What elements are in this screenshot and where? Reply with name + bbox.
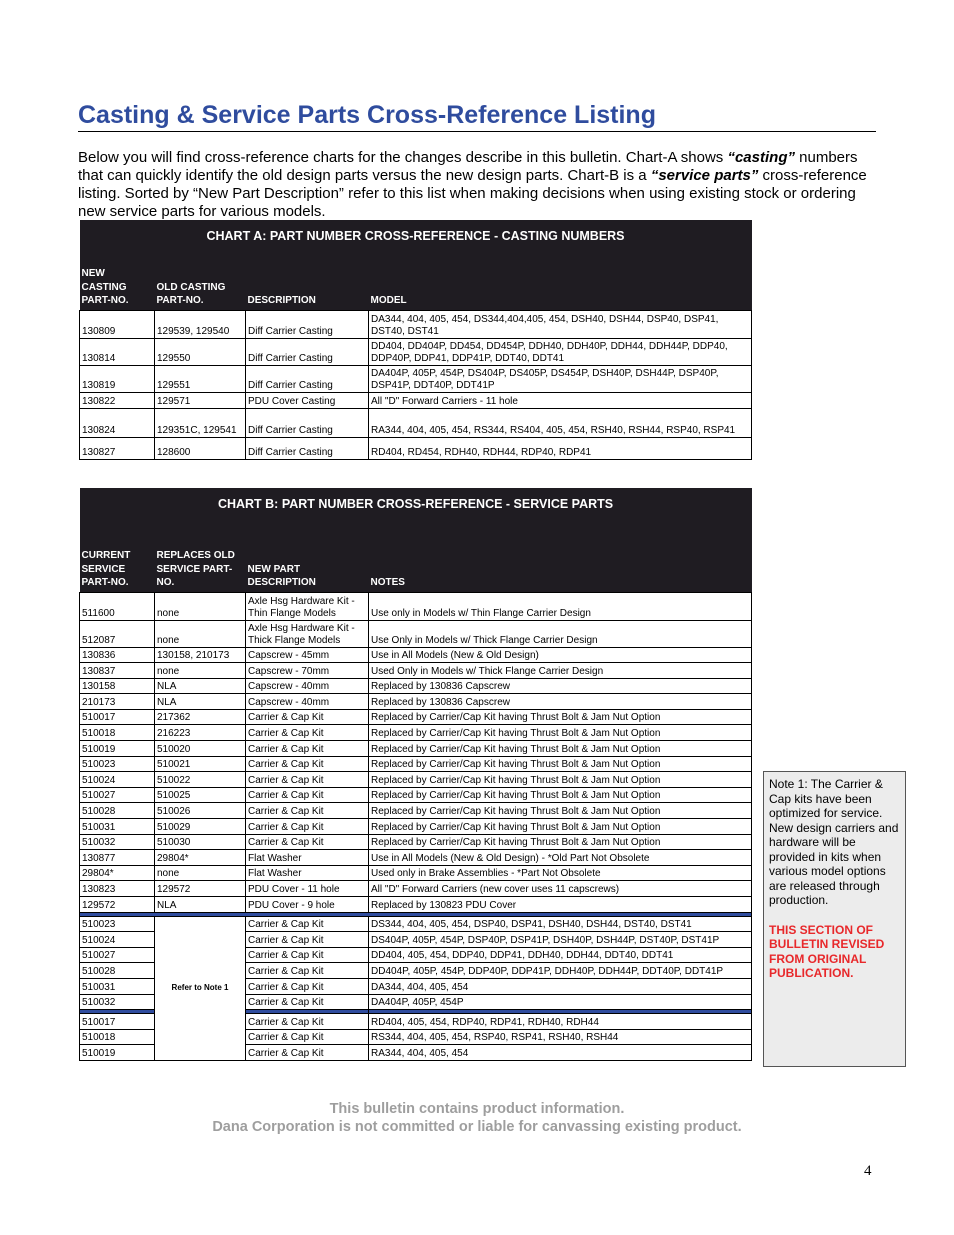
replaces-part-cell: 510020 bbox=[155, 741, 246, 757]
models-cell: DS344, 404, 405, 454, DSP40, DSP41, DSH40, DSH44, DST40, DST41 bbox=[369, 916, 752, 932]
chart-b-header-replaces-part: REPLACES OLD SERVICE PART-NO. bbox=[155, 519, 246, 592]
description-cell: PDU Cover - 11 hole bbox=[246, 881, 369, 897]
current-part-cell: 129572 bbox=[80, 897, 155, 913]
current-part-cell: 130877 bbox=[80, 850, 155, 866]
current-part-cell: 510024 bbox=[80, 772, 155, 788]
current-part-cell: 510032 bbox=[80, 834, 155, 850]
table-row bbox=[80, 709, 752, 725]
chart-a-header-model: MODEL bbox=[369, 251, 752, 310]
old-casting-part-cell: 128600 bbox=[155, 437, 246, 459]
table-row bbox=[80, 725, 752, 741]
replaces-part-cell: none bbox=[155, 592, 246, 620]
current-part-cell: 29804* bbox=[80, 865, 155, 881]
notes-cell: Use Only in Models w/ Thick Flange Carrier Design bbox=[369, 620, 752, 647]
description-cell: PDU Cover Casting bbox=[246, 392, 369, 408]
description-cell: Axle Hsg Hardware Kit - Thin Flange Models bbox=[246, 592, 369, 620]
description-cell: Diff Carrier Casting bbox=[246, 408, 369, 437]
model-cell: DA344, 404, 405, 454, DS344,404,405, 454, DSH40, DSH44, DSP40, DSP41, DST40, DST41 bbox=[369, 310, 752, 338]
table-row bbox=[80, 881, 752, 897]
description-cell: Carrier & Cap Kit bbox=[246, 916, 369, 932]
note-1-box bbox=[763, 771, 906, 1067]
notes-cell: Use only in Models w/ Thin Flange Carrier Design bbox=[369, 592, 752, 620]
description-cell: Carrier & Cap Kit bbox=[246, 756, 369, 772]
current-part-cell: 130823 bbox=[80, 881, 155, 897]
current-part-cell: 511600 bbox=[80, 592, 155, 620]
replaces-part-cell: none bbox=[155, 865, 246, 881]
description-cell: Carrier & Cap Kit bbox=[246, 709, 369, 725]
page-number: 4 bbox=[864, 1163, 872, 1179]
current-part-cell: 510019 bbox=[80, 1045, 155, 1061]
models-cell: DA404P, 405P, 454P bbox=[369, 994, 752, 1010]
replaces-part-cell: 510030 bbox=[155, 834, 246, 850]
models-cell: RA344, 404, 405, 454 bbox=[369, 1045, 752, 1061]
replaces-part-cell: 510025 bbox=[155, 787, 246, 803]
chart-a-title: CHART A: PART NUMBER CROSS-REFERENCE - CASTING NUMBERS bbox=[80, 220, 752, 251]
description-cell: Carrier & Cap Kit bbox=[246, 932, 369, 948]
revised-notice: THIS SECTION OF BULLETIN REVISED FROM ORIGINAL PUBLICATION. bbox=[769, 922, 885, 980]
intro-casting-term: “casting” bbox=[727, 149, 795, 166]
note-1-text: Note 1: The Carrier & Cap kits have been optimized for service. New design carriers and hardware will be provided in kits when various model options are released through production. bbox=[769, 777, 899, 907]
new-casting-part-cell: 130822 bbox=[80, 392, 155, 408]
chart-a-header-new-part: NEW CASTING PART-NO. bbox=[80, 251, 155, 310]
model-cell: DD404, DD404P, DD454, DD454P, DDH40, DDH40P, DDH44, DDH44P, DDP40, DDP40P, DDP41, DDP41P, DDT40, DDT41 bbox=[369, 338, 752, 365]
replaces-part-cell: NLA bbox=[155, 897, 246, 913]
current-part-cell: 510028 bbox=[80, 803, 155, 819]
notes-cell: Replaced by 130836 Capscrew bbox=[369, 694, 752, 710]
table-row bbox=[80, 741, 752, 757]
intro-service-parts-term: “service parts” bbox=[650, 167, 759, 184]
notes-cell: Replaced by Carrier/Cap Kit having Thrust Bolt & Jam Nut Option bbox=[369, 819, 752, 835]
current-part-cell: 510027 bbox=[80, 947, 155, 963]
table-row bbox=[80, 834, 752, 850]
chart-a-rows bbox=[80, 310, 752, 459]
description-cell: Flat Washer bbox=[246, 850, 369, 866]
old-casting-part-cell: 129571 bbox=[155, 392, 246, 408]
description-cell: Capscrew - 40mm bbox=[246, 678, 369, 694]
current-part-cell: 510024 bbox=[80, 932, 155, 948]
table-row bbox=[80, 865, 752, 881]
description-cell: Diff Carrier Casting bbox=[246, 437, 369, 459]
description-cell: Carrier & Cap Kit bbox=[246, 1029, 369, 1045]
old-casting-part-cell: 129551 bbox=[155, 365, 246, 392]
current-part-cell: 510017 bbox=[80, 709, 155, 725]
description-cell: Flat Washer bbox=[246, 865, 369, 881]
description-cell: Capscrew - 45mm bbox=[246, 647, 369, 663]
page-title: Casting & Service Parts Cross-Reference Listing bbox=[78, 100, 876, 132]
intro-paragraph bbox=[78, 149, 868, 221]
description-cell: Carrier & Cap Kit bbox=[246, 947, 369, 963]
table-row bbox=[80, 678, 752, 694]
description-cell: Carrier & Cap Kit bbox=[246, 963, 369, 979]
model-cell: RD404, RD454, RDH40, RDH44, RDP40, RDP41 bbox=[369, 437, 752, 459]
description-cell: Carrier & Cap Kit bbox=[246, 819, 369, 835]
table-row bbox=[80, 392, 752, 408]
chart-b-header-notes: NOTES bbox=[369, 519, 752, 592]
description-cell: Carrier & Cap Kit bbox=[246, 772, 369, 788]
model-cell: DA404P, 405P, 454P, DS404P, DS405P, DS454P, DSH40P, DSH44P, DSP40P, DSP41P, DDT40P, DDT41P bbox=[369, 365, 752, 392]
table-row bbox=[80, 787, 752, 803]
description-cell: Capscrew - 70mm bbox=[246, 663, 369, 679]
old-casting-part-cell: 129351C, 129541 bbox=[155, 408, 246, 437]
chart-b-header-current-part: CURRENT SERVICE PART-NO. bbox=[80, 519, 155, 592]
intro-text-2: numbers that can quickly identify the old design parts versus the new design parts. Chart-B is a bbox=[78, 149, 858, 184]
replaces-part-cell: NLA bbox=[155, 694, 246, 710]
footer-line-2: Dana Corporation is not committed or liable for canvassing existing product. bbox=[212, 1119, 742, 1135]
replaces-part-cell: 130158, 210173 bbox=[155, 647, 246, 663]
chart-a-table bbox=[79, 220, 752, 460]
current-part-cell: 510023 bbox=[80, 756, 155, 772]
description-cell: Capscrew - 40mm bbox=[246, 694, 369, 710]
table-row bbox=[80, 916, 752, 932]
current-part-cell: 510028 bbox=[80, 963, 155, 979]
current-part-cell: 510019 bbox=[80, 741, 155, 757]
table-row bbox=[80, 819, 752, 835]
table-row bbox=[80, 365, 752, 392]
replaces-part-cell: 216223 bbox=[155, 725, 246, 741]
replaces-part-cell: NLA bbox=[155, 678, 246, 694]
description-cell: Carrier & Cap Kit bbox=[246, 803, 369, 819]
replaces-part-cell: 217362 bbox=[155, 709, 246, 725]
notes-cell: Replaced by Carrier/Cap Kit having Thrust Bolt & Jam Nut Option bbox=[369, 834, 752, 850]
description-cell: Diff Carrier Casting bbox=[246, 365, 369, 392]
intro-text-3: cross-reference listing. Sorted by “New Part Description” refer to this list when making decisions when using existing stock or ordering new service parts for various models. bbox=[78, 167, 867, 220]
description-cell: Axle Hsg Hardware Kit - Thick Flange Models bbox=[246, 620, 369, 647]
chart-b-rows bbox=[80, 592, 752, 1060]
description-cell: Diff Carrier Casting bbox=[246, 338, 369, 365]
chart-b-header-description: NEW PART DESCRIPTION bbox=[246, 519, 369, 592]
new-casting-part-cell: 130819 bbox=[80, 365, 155, 392]
description-cell: Carrier & Cap Kit bbox=[246, 725, 369, 741]
current-part-cell: 210173 bbox=[80, 694, 155, 710]
description-cell: Diff Carrier Casting bbox=[246, 310, 369, 338]
replaces-part-cell: 510022 bbox=[155, 772, 246, 788]
new-casting-part-cell: 130809 bbox=[80, 310, 155, 338]
models-cell: DD404P, 405P, 454P, DDP40P, DDP41P, DDH40P, DDH44P, DDT40P, DDT41P bbox=[369, 963, 752, 979]
notes-cell: Replaced by Carrier/Cap Kit having Thrust Bolt & Jam Nut Option bbox=[369, 787, 752, 803]
table-row bbox=[80, 803, 752, 819]
table-row bbox=[80, 647, 752, 663]
table-row bbox=[80, 338, 752, 365]
footer-line-1: This bulletin contains product information. bbox=[329, 1101, 625, 1117]
table-row bbox=[80, 408, 752, 437]
current-part-cell: 130836 bbox=[80, 647, 155, 663]
replaces-part-cell: 510026 bbox=[155, 803, 246, 819]
current-part-cell: 510018 bbox=[80, 1029, 155, 1045]
current-part-cell: 510031 bbox=[80, 819, 155, 835]
new-casting-part-cell: 130827 bbox=[80, 437, 155, 459]
current-part-cell: 510017 bbox=[80, 1014, 155, 1030]
current-part-cell: 510031 bbox=[80, 978, 155, 994]
current-part-cell: 510023 bbox=[80, 916, 155, 932]
models-cell: DA344, 404, 405, 454 bbox=[369, 978, 752, 994]
description-cell: Carrier & Cap Kit bbox=[246, 787, 369, 803]
chart-a-header-description: DESCRIPTION bbox=[246, 251, 369, 310]
notes-cell: Replaced by 130836 Capscrew bbox=[369, 678, 752, 694]
notes-cell: Replaced by Carrier/Cap Kit having Thrust Bolt & Jam Nut Option bbox=[369, 772, 752, 788]
notes-cell: Replaced by Carrier/Cap Kit having Thrust Bolt & Jam Nut Option bbox=[369, 756, 752, 772]
chart-b-table bbox=[79, 488, 752, 1061]
table-row bbox=[80, 437, 752, 459]
intro-text-1: Below you will find cross-reference charts for the changes describe in this bulletin. Chart-A shows bbox=[78, 149, 728, 166]
description-cell: Carrier & Cap Kit bbox=[246, 1045, 369, 1061]
notes-cell: Use in All Models (New & Old Design) bbox=[369, 647, 752, 663]
notes-cell: Use in All Models (New & Old Design) - *Old Part Not Obsolete bbox=[369, 850, 752, 866]
table-row bbox=[80, 694, 752, 710]
table-row bbox=[80, 663, 752, 679]
current-part-cell: 510027 bbox=[80, 787, 155, 803]
chart-b-title: CHART B: PART NUMBER CROSS-REFERENCE - SERVICE PARTS bbox=[80, 488, 752, 519]
models-cell: DD404, 405, 454, DDP40, DDP41, DDH40, DDH44, DDT40, DDT41 bbox=[369, 947, 752, 963]
models-cell: RD404, 405, 454, RDP40, RDP41, RDH40, RDH44 bbox=[369, 1014, 752, 1030]
new-casting-part-cell: 130814 bbox=[80, 338, 155, 365]
table-row bbox=[80, 897, 752, 913]
models-cell: RS344, 404, 405, 454, RSP40, RSP41, RSH40, RSH44 bbox=[369, 1029, 752, 1045]
refer-to-note-cell: Refer to Note 1 bbox=[155, 916, 246, 1060]
model-cell: RA344, 404, 405, 454, RS344, RS404, 405, 454, RSH40, RSH44, RSP40, RSP41 bbox=[369, 408, 752, 437]
replaces-part-cell: 510021 bbox=[155, 756, 246, 772]
chart-a-header-old-part: OLD CASTING PART-NO. bbox=[155, 251, 246, 310]
notes-cell: Used Only in Models w/ Thick Flange Carrier Design bbox=[369, 663, 752, 679]
current-part-cell: 510018 bbox=[80, 725, 155, 741]
current-part-cell: 512087 bbox=[80, 620, 155, 647]
current-part-cell: 130158 bbox=[80, 678, 155, 694]
notes-cell: Replaced by Carrier/Cap Kit having Thrust Bolt & Jam Nut Option bbox=[369, 741, 752, 757]
notes-cell: Replaced by Carrier/Cap Kit having Thrust Bolt & Jam Nut Option bbox=[369, 725, 752, 741]
table-row bbox=[80, 756, 752, 772]
notes-cell: Used only in Brake Assemblies - *Part Not Obsolete bbox=[369, 865, 752, 881]
notes-cell: Replaced by Carrier/Cap Kit having Thrust Bolt & Jam Nut Option bbox=[369, 709, 752, 725]
description-cell: Carrier & Cap Kit bbox=[246, 741, 369, 757]
table-row bbox=[80, 772, 752, 788]
notes-cell: All "D" Forward Carriers (new cover uses 11 capscrews) bbox=[369, 881, 752, 897]
replaces-part-cell: 510029 bbox=[155, 819, 246, 835]
table-row bbox=[80, 310, 752, 338]
table-row bbox=[80, 592, 752, 620]
replaces-part-cell: 129572 bbox=[155, 881, 246, 897]
notes-cell: Replaced by 130823 PDU Cover bbox=[369, 897, 752, 913]
description-cell: Carrier & Cap Kit bbox=[246, 978, 369, 994]
models-cell: DS404P, 405P, 454P, DSP40P, DSP41P, DSH40P, DSH44P, DST40P, DST41P bbox=[369, 932, 752, 948]
model-cell: All "D" Forward Carriers - 11 hole bbox=[369, 392, 752, 408]
table-row bbox=[80, 620, 752, 647]
replaces-part-cell: none bbox=[155, 663, 246, 679]
description-cell: Carrier & Cap Kit bbox=[246, 994, 369, 1010]
notes-cell: Replaced by Carrier/Cap Kit having Thrust Bolt & Jam Nut Option bbox=[369, 803, 752, 819]
table-row bbox=[80, 850, 752, 866]
replaces-part-cell: none bbox=[155, 620, 246, 647]
old-casting-part-cell: 129539, 129540 bbox=[155, 310, 246, 338]
description-cell: Carrier & Cap Kit bbox=[246, 1014, 369, 1030]
current-part-cell: 510032 bbox=[80, 994, 155, 1010]
current-part-cell: 130837 bbox=[80, 663, 155, 679]
replaces-part-cell: 29804* bbox=[155, 850, 246, 866]
description-cell: PDU Cover - 9 hole bbox=[246, 897, 369, 913]
old-casting-part-cell: 129550 bbox=[155, 338, 246, 365]
new-casting-part-cell: 130824 bbox=[80, 408, 155, 437]
description-cell: Carrier & Cap Kit bbox=[246, 834, 369, 850]
